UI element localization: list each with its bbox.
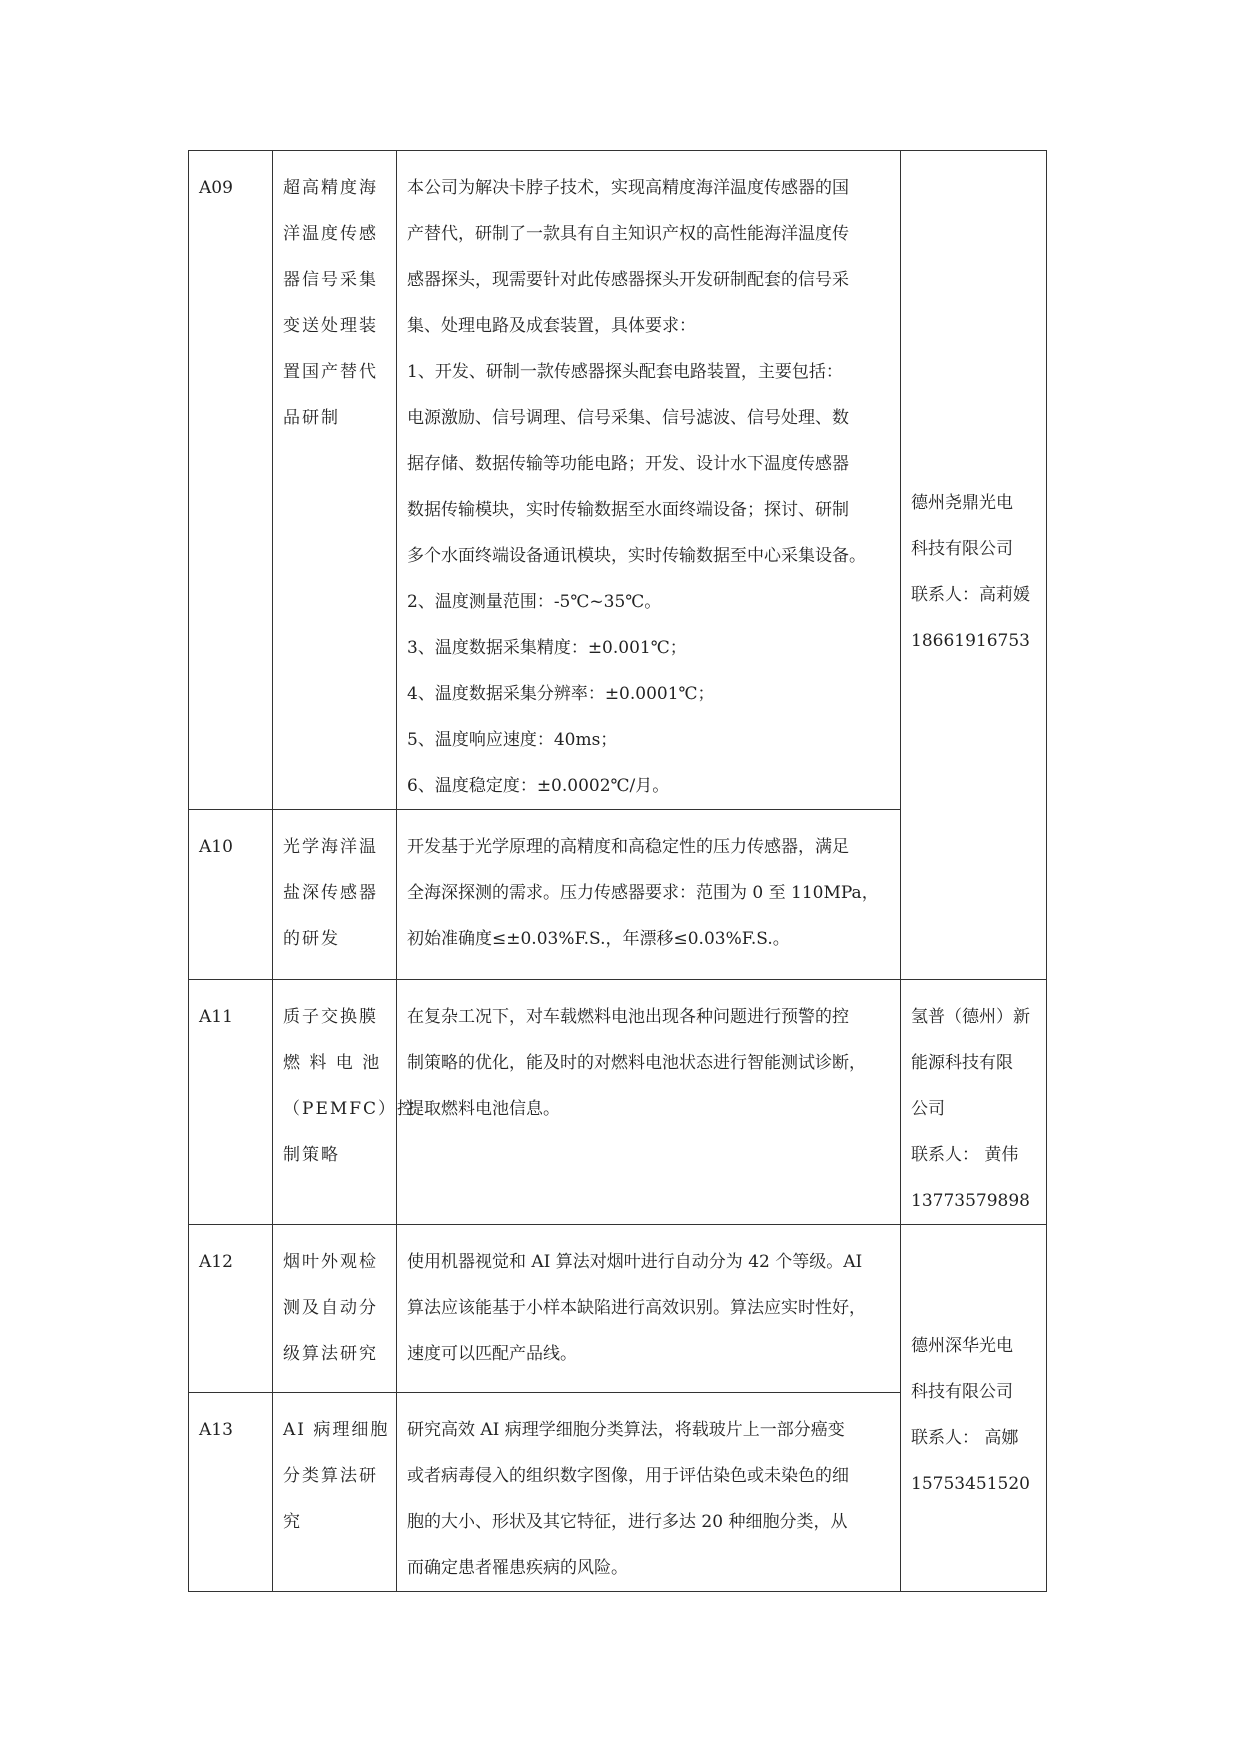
row-id: A11 (189, 980, 273, 1225)
row-id: A10 (189, 810, 273, 980)
row-title: 光学海洋温 盐深传感器 的研发 (273, 810, 397, 980)
table-row (189, 151, 1047, 810)
row-id: A13 (189, 1393, 273, 1592)
row-description: 在复杂工况下，对车载燃料电池出现各种问题进行预警的控 制策略的优化，能及时的对燃料电池状态进行智能测试诊断， 提取燃料电池信息。 (397, 980, 901, 1225)
contact-cell: 氢普（德州）新 能源科技有限 公司 联系人： 黄伟 13773579898 (901, 980, 1047, 1225)
contact-cell: 德州尧鼎光电 科技有限公司 联系人：高莉媛 18661916753 (901, 151, 1047, 980)
projects-table (188, 150, 1047, 1592)
row-id: A12 (189, 1225, 273, 1393)
row-description: 开发基于光学原理的高精度和高稳定性的压力传感器，满足 全海深探测的需求。压力传感器要求：范围为 0 至 110MPa， 初始准确度≤±0.03%F.S.，年漂移≤0.03%F.S.。 (397, 810, 901, 980)
row-title: 超高精度海 洋温度传感 器信号采集 变送处理装 置国产替代 品研制 (273, 151, 397, 810)
contact-cell: 德州深华光电 科技有限公司 联系人： 高娜 15753451520 (901, 1225, 1047, 1592)
table-row (189, 1225, 1047, 1393)
row-id: A09 (189, 151, 273, 810)
row-title: 质子交换膜 燃 料 电 池 （PEMFC）控 制策略 (273, 980, 397, 1225)
row-title: 烟叶外观检 测及自动分 级算法研究 (273, 1225, 397, 1393)
row-description: 使用机器视觉和 AI 算法对烟叶进行自动分为 42 个等级。AI 算法应该能基于小样本缺陷进行高效识别。算法应实时性好， 速度可以匹配产品线。 (397, 1225, 901, 1393)
row-description: 研究高效 AI 病理学细胞分类算法，将载玻片上一部分癌变 或者病毒侵入的组织数字图像，用于评估染色或未染色的细 胞的大小、形状及其它特征，进行多达 20 种细胞分类，从 而确定患者罹患疾病的风险。 (397, 1393, 901, 1592)
row-title: AI 病理细胞 分类算法研 究 (273, 1393, 397, 1592)
row-description: 本公司为解决卡脖子技术，实现高精度海洋温度传感器的国 产替代，研制了一款具有自主知识产权的高性能海洋温度传 感器探头，现需要针对此传感器探头开发研制配套的信号采 集、处理电路及成套装置，具体要求： 1、开发、研制一款传感器探头配套电路装置，主要包括： 电源激励、信号调理、信号采集、信号滤波、信号处理、数 据存储、数据传输等功能电路；开发、设计水下温度传感器 数据传输模块，实时传输数据至水面终端设备；探讨、研制 多个水面终端设备通讯模块，实时传输数据至中心采集设备。 2、温度测量范围：-5℃~35℃。 3、温度数据采集精度：±0.001℃； 4、温度数据采集分辨率：±0.0001℃； 5、温度响应速度：40ms； 6、温度稳定度：±0.0002℃/月。 (397, 151, 901, 810)
table-row (189, 980, 1047, 1225)
